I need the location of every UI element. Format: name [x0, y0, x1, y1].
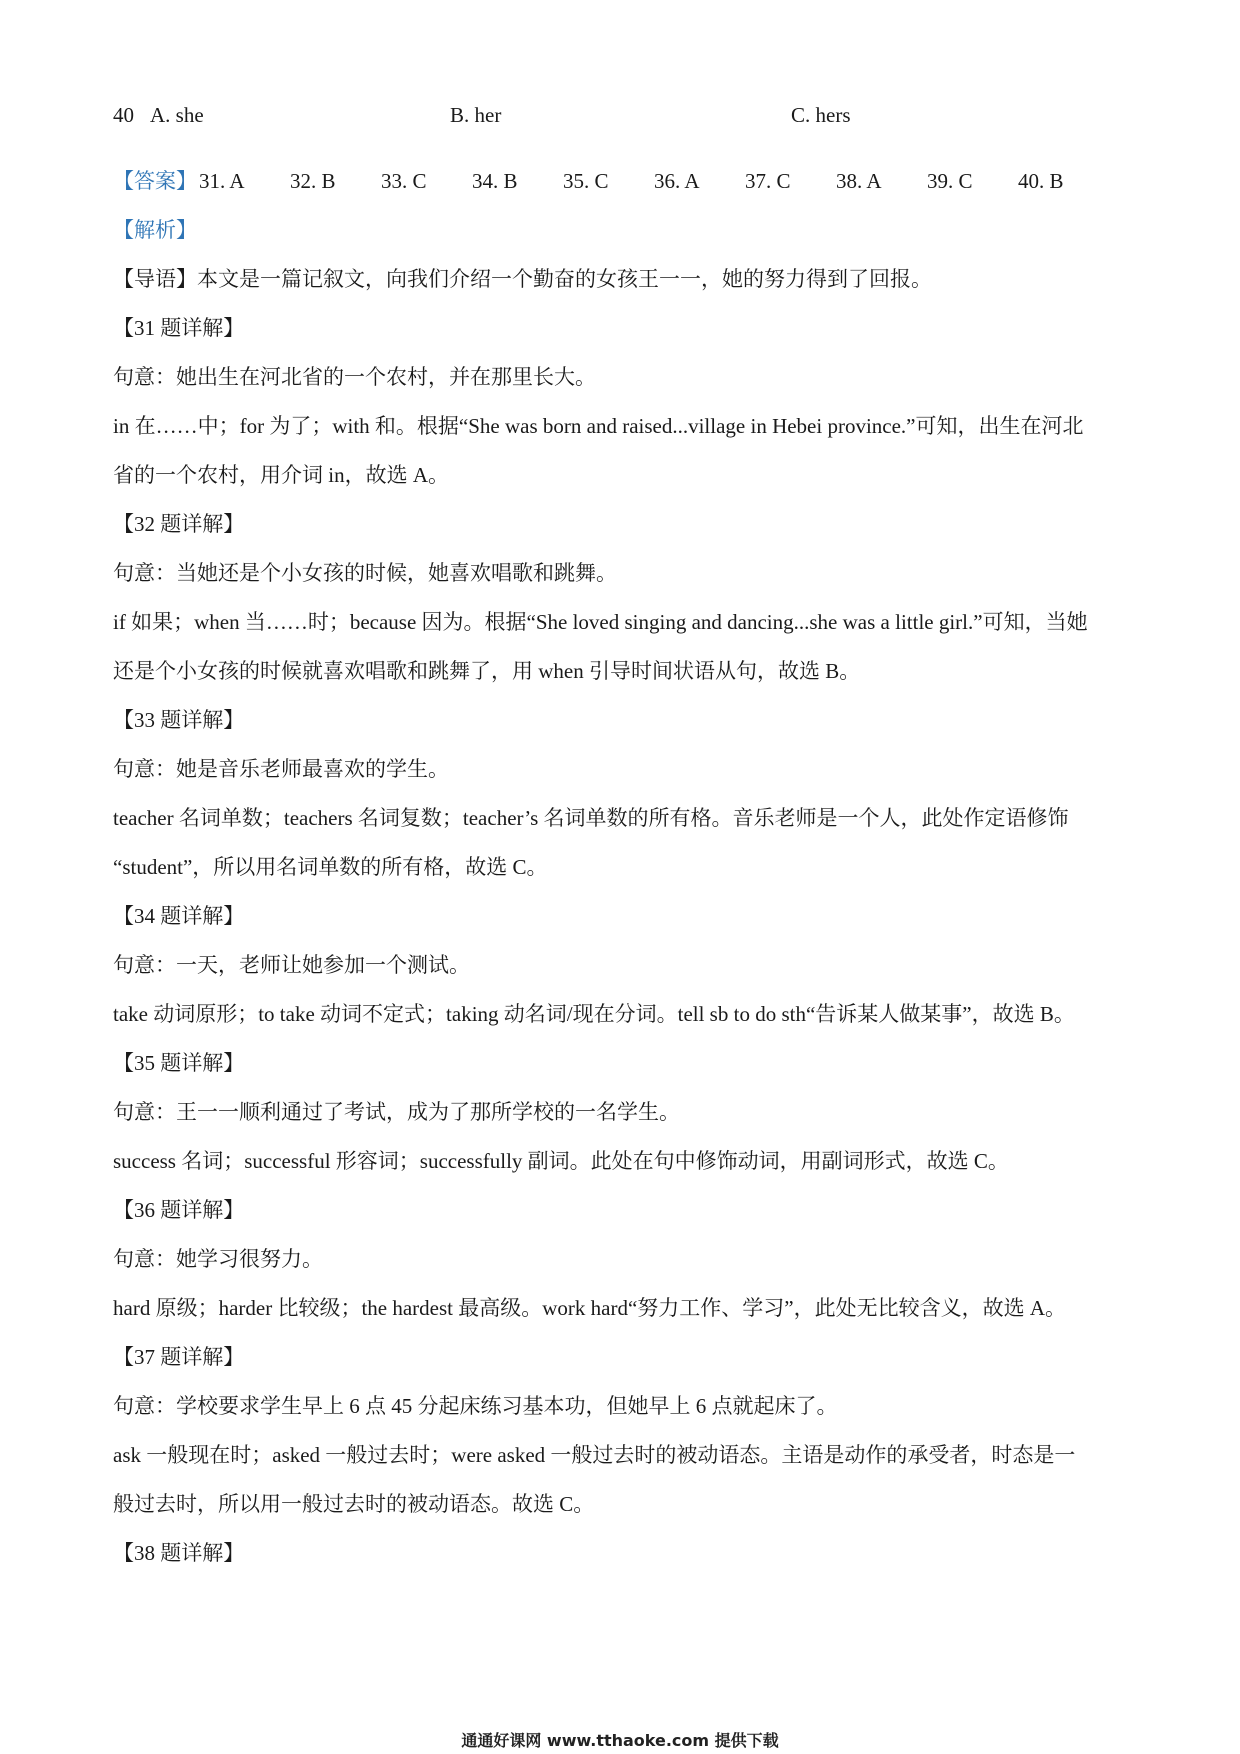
q37-explanation-cont: 般过去时，所以用一般过去时的被动语态。故选 C。 — [113, 1492, 595, 1516]
answer-item: 31. A — [199, 169, 245, 193]
question-number: 40 — [113, 103, 134, 127]
q31-meaning: 句意：她出生在河北省的一个农村，并在那里长大。 — [113, 365, 596, 389]
answer-item: 39. C — [927, 169, 973, 193]
question-40-options — [113, 100, 1133, 130]
q34-heading: 【34 题详解】 — [113, 904, 245, 928]
q33-meaning: 句意：她是音乐老师最喜欢的学生。 — [113, 757, 449, 781]
option-a: A. she — [150, 103, 204, 127]
q36-heading: 【36 题详解】 — [113, 1198, 245, 1222]
q35-meaning: 句意：王一一顺利通过了考试，成为了那所学校的一名学生。 — [113, 1100, 680, 1124]
q33-explanation: teacher 名词单数；teachers 名词复数；teacher’s 名词单数的所有格。音乐老师是一个人，此处作定语修饰 — [113, 806, 1069, 830]
q37-heading: 【37 题详解】 — [113, 1345, 245, 1369]
answer-row — [113, 166, 1133, 196]
answer-item: 37. C — [745, 169, 791, 193]
answer-item: 32. B — [290, 169, 336, 193]
footer-source: 通通好课网 www.tthaoke.com 提供下载 — [461, 1731, 779, 1750]
document-page — [113, 100, 1133, 1587]
q31-heading: 【31 题详解】 — [113, 316, 245, 340]
q35-explanation: success 名词；successful 形容词；successfully 副词。此处在句中修饰动词，用副词形式，故选 C。 — [113, 1149, 1009, 1173]
answer-item: 36. A — [654, 169, 700, 193]
q36-meaning: 句意：她学习很努力。 — [113, 1247, 323, 1271]
q31-explanation: in 在……中；for 为了；with 和。根据“She was born and raised...village in Hebei province.”可知，出生在河北 — [113, 414, 1084, 438]
q33-explanation-cont: “student”，所以用名词单数的所有格，故选 C。 — [113, 855, 548, 879]
q32-heading: 【32 题详解】 — [113, 512, 245, 536]
answer-item: 35. C — [563, 169, 609, 193]
option-c: C. hers — [791, 103, 851, 127]
answer-item: 40. B — [1018, 169, 1064, 193]
answer-item: 38. A — [836, 169, 882, 193]
q32-explanation: if 如果；when 当……时；because 因为。根据“She loved singing and dancing...she was a little girl.”可知，当她 — [113, 610, 1088, 634]
q34-meaning: 句意：一天，老师让她参加一个测试。 — [113, 953, 470, 977]
answer-label: 【答案】 — [113, 169, 197, 193]
answer-item: 34. B — [472, 169, 518, 193]
q32-meaning: 句意：当她还是个小女孩的时候，她喜欢唱歌和跳舞。 — [113, 561, 617, 585]
q38-heading: 【38 题详解】 — [113, 1541, 245, 1565]
q33-heading: 【33 题详解】 — [113, 708, 245, 732]
q31-explanation-cont: 省的一个农村，用介词 in，故选 A。 — [113, 463, 449, 487]
q32-explanation-cont: 还是个小女孩的时候就喜欢唱歌和跳舞了，用 when 引导时间状语从句，故选 B。 — [113, 659, 861, 683]
q36-explanation: hard 原级；harder 比较级；the hardest 最高级。work hard“努力工作、学习”，此处无比较含义，故选 A。 — [113, 1296, 1067, 1320]
analysis-label: 【解析】 — [113, 218, 197, 242]
option-b: B. her — [450, 103, 502, 127]
q35-heading: 【35 题详解】 — [113, 1051, 245, 1075]
q37-meaning: 句意：学校要求学生早上 6 点 45 分起床练习基本功，但她早上 6 点就起床了。 — [113, 1394, 838, 1418]
q34-explanation: take 动词原形；to take 动词不定式；taking 动名词/现在分词。tell sb to do sth“告诉某人做某事”，故选 B。 — [113, 1002, 1075, 1026]
answer-item: 33. C — [381, 169, 427, 193]
intro-text: 【导语】本文是一篇记叙文，向我们介绍一个勤奋的女孩王一一，她的努力得到了回报。 — [113, 267, 932, 291]
q37-explanation: ask 一般现在时；asked 一般过去时；were asked 一般过去时的被动语态。主语是动作的承受者，时态是一 — [113, 1443, 1076, 1467]
